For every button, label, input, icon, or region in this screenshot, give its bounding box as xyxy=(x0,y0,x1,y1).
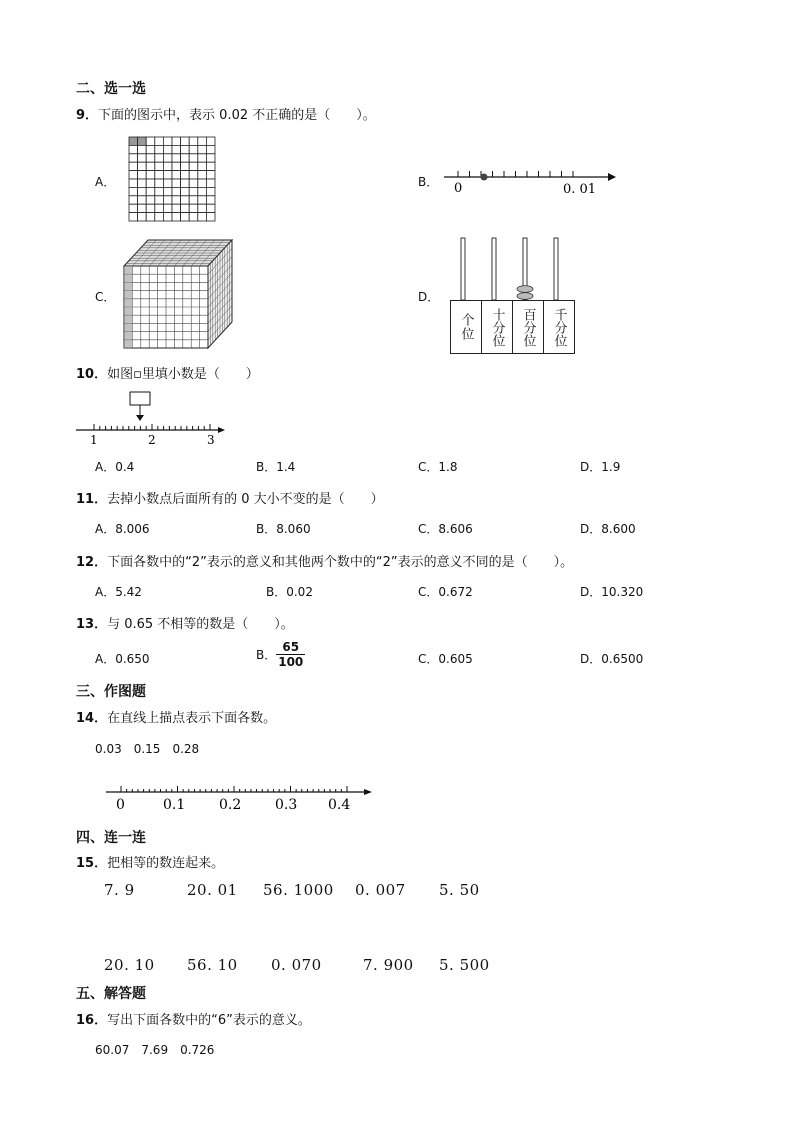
question-text: 如图▫里填小数是（ ） xyxy=(107,367,259,382)
axis-label-2: 2 xyxy=(148,433,156,447)
grid-cell xyxy=(146,179,155,187)
grid-cell xyxy=(198,213,207,221)
question-number: 9． xyxy=(76,108,99,123)
grid-cell xyxy=(198,154,207,162)
arrow-head-icon xyxy=(608,173,616,181)
abacus-rod xyxy=(554,238,558,300)
grid-cell xyxy=(206,179,215,187)
abacus-bead xyxy=(517,286,533,293)
grid-cell xyxy=(146,154,155,162)
question-15 xyxy=(76,852,224,871)
abacus-rod xyxy=(461,238,465,300)
option-c-label[interactable]: C． xyxy=(95,290,116,304)
grid-cell xyxy=(198,196,207,204)
question-text: 与 0.65 不相等的数是（ ）。 xyxy=(107,617,294,632)
q10-option-c[interactable]: C．1.8 xyxy=(418,460,458,474)
grid-cell xyxy=(163,187,172,195)
q13-option-d[interactable]: D．0.6500 xyxy=(580,652,644,666)
question-10 xyxy=(76,363,259,382)
match-bottom-item-1[interactable]: 20. 10 xyxy=(104,956,155,974)
q10-option-a[interactable]: A．0.4 xyxy=(95,460,135,474)
grid-cell xyxy=(146,204,155,212)
grid-cell xyxy=(189,196,198,204)
question-number: 16． xyxy=(76,1013,108,1028)
place-label-tenths: 十分位 xyxy=(482,301,513,353)
grid-cell xyxy=(181,187,190,195)
shaded-cell xyxy=(129,137,138,145)
question-number: 13． xyxy=(76,617,108,632)
option-letter: B． xyxy=(256,648,277,662)
grid-cell xyxy=(189,179,198,187)
grid-cell xyxy=(155,204,164,212)
grid-cell xyxy=(146,196,155,204)
grid-cell xyxy=(181,204,190,212)
grid-cell xyxy=(163,179,172,187)
grid-cell xyxy=(138,213,147,221)
match-top-item-4[interactable]: 0. 007 xyxy=(355,881,406,899)
axis-label-0.1: 0.1 xyxy=(163,797,186,813)
q12-option-c[interactable]: C．0.672 xyxy=(418,585,473,599)
grid-cell xyxy=(189,145,198,153)
grid-cell xyxy=(206,162,215,170)
grid-cell xyxy=(138,179,147,187)
grid-cell xyxy=(172,145,181,153)
grid-cell xyxy=(129,213,138,221)
q11-option-d[interactable]: D．8.600 xyxy=(580,522,636,536)
grid-cell xyxy=(129,162,138,170)
grid-cell xyxy=(163,162,172,170)
grid-cell xyxy=(198,171,207,179)
axis-label-hundredth: 0. 01 xyxy=(563,182,597,197)
grid-cell xyxy=(155,196,164,204)
fraction xyxy=(276,640,305,669)
question-9 xyxy=(76,104,376,123)
grid-cell xyxy=(146,187,155,195)
grid-cell xyxy=(138,196,147,204)
grid-cell xyxy=(138,154,147,162)
grid-cell xyxy=(181,137,190,145)
match-top-item-1[interactable]: 7. 9 xyxy=(104,881,135,899)
grid-cell xyxy=(155,187,164,195)
q12-option-b[interactable]: B．0.02 xyxy=(266,585,313,599)
grid-cell xyxy=(206,213,215,221)
q11-option-b[interactable]: B．8.060 xyxy=(256,522,311,536)
abacus-place-box xyxy=(450,300,575,354)
grid-cell xyxy=(172,187,181,195)
grid-cell xyxy=(163,145,172,153)
section-title-choose: 二、选一选 xyxy=(76,81,146,97)
grid-cell xyxy=(189,204,198,212)
grid-cell xyxy=(155,162,164,170)
place-label-thousandths: 千分位 xyxy=(551,307,567,347)
grid-cell xyxy=(206,196,215,204)
option-b-label[interactable]: B． xyxy=(418,175,439,189)
axis-label-1: 1 xyxy=(90,433,98,447)
q11-option-c[interactable]: C．8.606 xyxy=(418,522,473,536)
grid-cell xyxy=(163,171,172,179)
section-title-drawing: 三、作图题 xyxy=(76,684,146,700)
grid-cell xyxy=(189,213,198,221)
q13-option-a[interactable]: A．0.650 xyxy=(95,652,150,666)
hundred-grid-figure xyxy=(128,136,216,222)
place-label-hundredths: 百分位 xyxy=(513,301,544,353)
arrow-head-icon xyxy=(218,427,225,433)
grid-cell xyxy=(189,154,198,162)
grid-cell xyxy=(172,179,181,187)
question-number: 14． xyxy=(76,711,108,726)
q13-option-b[interactable] xyxy=(256,640,305,669)
grid-cell xyxy=(129,179,138,187)
question-11 xyxy=(76,488,384,507)
grid-cell xyxy=(146,145,155,153)
grid-cell xyxy=(129,196,138,204)
q10-option-d[interactable]: D．1.9 xyxy=(580,460,621,474)
grid-cell xyxy=(198,204,207,212)
grid-cell xyxy=(181,179,190,187)
match-bottom-item-4[interactable]: 7. 900 xyxy=(363,956,414,974)
grid-cell xyxy=(206,171,215,179)
grid-cell xyxy=(198,145,207,153)
place-label-ones: 个位 xyxy=(451,301,482,353)
fraction-numerator: 65 xyxy=(276,640,305,655)
option-a-label[interactable]: A． xyxy=(95,175,116,189)
grid-cell xyxy=(155,154,164,162)
axis-label-3: 3 xyxy=(207,433,215,447)
grid-cell xyxy=(172,204,181,212)
axis-label-0.2: 0.2 xyxy=(219,797,242,813)
question-text: 写出下面各数中的“6”表示的意义。 xyxy=(107,1013,311,1028)
abacus-figure xyxy=(450,236,574,354)
grid-cell xyxy=(155,213,164,221)
question-text: 去掉小数点后面所有的 0 大小不变的是（ ） xyxy=(107,492,384,507)
grid-cell xyxy=(129,154,138,162)
question-text: 下面各数中的“2”表示的意义和其他两个数中的“2”表示的意义不同的是（ ）。 xyxy=(107,555,574,570)
number-line-figure-10 xyxy=(74,388,234,448)
grid-cell xyxy=(155,171,164,179)
grid-cell xyxy=(138,204,147,212)
grid-cell xyxy=(146,162,155,170)
grid-cell xyxy=(172,213,181,221)
grid-cell xyxy=(138,187,147,195)
grid-cell xyxy=(198,162,207,170)
grid-cell xyxy=(155,179,164,187)
grid-cell xyxy=(181,154,190,162)
grid-cell xyxy=(146,171,155,179)
grid-cell xyxy=(189,137,198,145)
grid-cell xyxy=(206,187,215,195)
q10-option-b[interactable]: B．1.4 xyxy=(256,460,296,474)
shaded-column xyxy=(124,266,132,348)
grid-cell xyxy=(206,204,215,212)
grid-cell xyxy=(181,162,190,170)
question-text: 在直线上描点表示下面各数。 xyxy=(107,711,277,726)
question-text: 把相等的数连起来。 xyxy=(107,856,225,871)
grid-cell xyxy=(189,162,198,170)
values-to-plot: 0.03 0.15 0.28 xyxy=(95,742,200,756)
grid-cell xyxy=(155,145,164,153)
grid-cell xyxy=(129,204,138,212)
grid-cell xyxy=(172,162,181,170)
axis-label-0.4: 0.4 xyxy=(328,797,351,813)
grid-cell xyxy=(129,145,138,153)
grid-cell xyxy=(172,154,181,162)
number-line-figure-14[interactable] xyxy=(104,782,376,814)
axis-label-zero: 0 xyxy=(454,181,463,196)
match-top-item-5[interactable]: 5. 50 xyxy=(439,881,480,899)
values-to-explain: 60.07 7.69 0.726 xyxy=(95,1043,215,1057)
q13-option-c[interactable]: C．0.605 xyxy=(418,652,473,666)
grid-cell xyxy=(181,171,190,179)
grid-cell xyxy=(155,137,164,145)
q11-option-a[interactable]: A．8.006 xyxy=(95,522,150,536)
match-bottom-item-2[interactable]: 56. 10 xyxy=(187,956,238,974)
grid-cell xyxy=(163,137,172,145)
grid-cell xyxy=(163,196,172,204)
grid-cell xyxy=(163,213,172,221)
axis-label-0.3: 0.3 xyxy=(275,797,298,813)
grid-cell xyxy=(206,137,215,145)
grid-cell xyxy=(206,154,215,162)
thousand-cube-figure xyxy=(122,238,234,350)
abacus-bead xyxy=(517,293,533,300)
question-text: 下面的图示中，表示 0.02 不正确的是（ ）。 xyxy=(98,108,376,123)
grid-cell xyxy=(129,171,138,179)
grid-cell xyxy=(181,213,190,221)
grid-cell xyxy=(206,145,215,153)
number-line-figure-b xyxy=(440,160,620,200)
q12-option-d[interactable]: D．10.320 xyxy=(580,585,644,599)
grid-cell xyxy=(163,154,172,162)
match-bottom-item-5[interactable]: 5. 500 xyxy=(439,956,490,974)
question-number: 15． xyxy=(76,856,108,871)
question-number: 12． xyxy=(76,555,108,570)
grid-cell xyxy=(181,196,190,204)
question-number: 11． xyxy=(76,492,108,507)
grid-cell xyxy=(172,196,181,204)
grid-cell xyxy=(181,145,190,153)
grid-cell xyxy=(138,162,147,170)
grid-cell xyxy=(138,171,147,179)
grid-cell xyxy=(172,171,181,179)
match-bottom-item-3[interactable]: 0. 070 xyxy=(271,956,322,974)
grid-cell xyxy=(163,204,172,212)
grid-cell xyxy=(129,187,138,195)
grid-cell xyxy=(146,213,155,221)
grid-cell xyxy=(198,179,207,187)
q12-option-a[interactable]: A．5.42 xyxy=(95,585,142,599)
shaded-cell xyxy=(138,137,147,145)
point-marker xyxy=(481,174,488,181)
grid-cell xyxy=(189,187,198,195)
grid-cell xyxy=(198,137,207,145)
question-12 xyxy=(76,551,573,570)
option-d-label[interactable]: D． xyxy=(418,290,440,304)
abacus-rod xyxy=(492,238,496,300)
answer-box xyxy=(130,392,150,405)
section-title-answer: 五、解答题 xyxy=(76,986,146,1002)
question-13 xyxy=(76,613,294,632)
match-top-item-3[interactable]: 56. 1000 xyxy=(263,881,334,899)
fraction-denominator: 100 xyxy=(278,655,304,669)
question-16 xyxy=(76,1009,311,1028)
arrow-head-icon xyxy=(364,789,372,795)
grid-cell xyxy=(138,145,147,153)
pointer-arrow-icon xyxy=(136,415,144,421)
match-top-item-2[interactable]: 20. 01 xyxy=(187,881,238,899)
grid-cell xyxy=(198,187,207,195)
grid-cell xyxy=(172,137,181,145)
grid-cell xyxy=(189,171,198,179)
section-title-matching: 四、连一连 xyxy=(76,830,146,846)
question-14 xyxy=(76,707,276,726)
grid-cell xyxy=(146,137,155,145)
question-number: 10． xyxy=(76,367,108,382)
axis-label-0: 0 xyxy=(116,797,125,813)
